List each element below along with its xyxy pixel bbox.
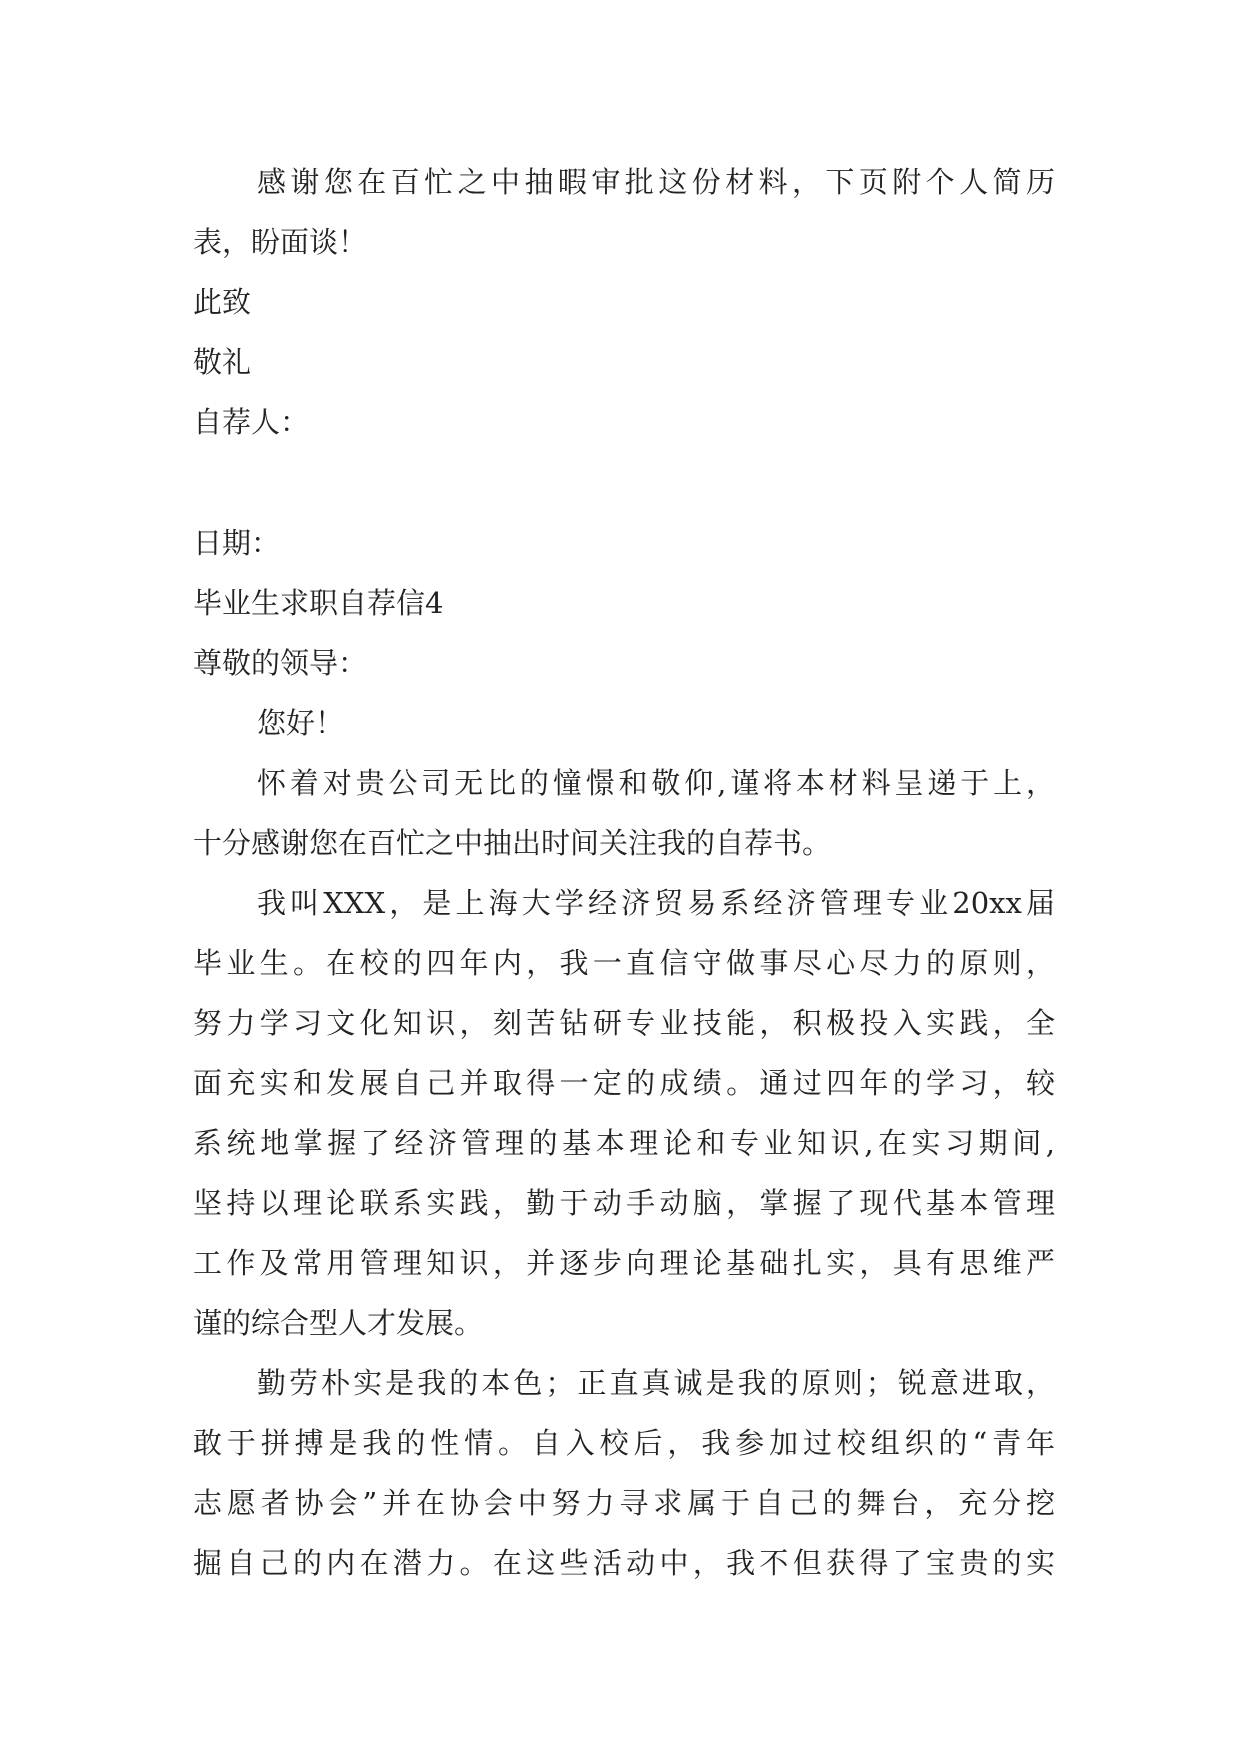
paragraph-line: 我叫XXX，是上海大学经济贸易系经济管理专业20xx届 [257, 886, 1055, 920]
letter-body [193, 152, 1055, 1593]
paragraph-line: 表，盼面谈！ [193, 225, 368, 259]
salutation: 尊敬的领导： [193, 646, 368, 680]
paragraph-line: 毕业生。在校的四年内，我一直信守做事尽心尽力的原则， [193, 946, 1055, 980]
paragraph-line: 系统地掌握了经济管理的基本理论和专业知识,在实习期间, [193, 1126, 1055, 1160]
blank-line [193, 452, 1055, 513]
paragraph-line: 坚持以理论联系实践，勤于动手动脑，掌握了现代基本管理 [193, 1186, 1055, 1220]
closing-line: 此致 [193, 285, 252, 319]
date-label: 日期： [193, 526, 281, 560]
paragraph-line: 敢于拼搏是我的性情。自入校后，我参加过校组织的“青年 [193, 1426, 1055, 1460]
section-title: 毕业生求职自荐信4 [193, 586, 444, 620]
paragraph-line: 勤劳朴实是我的本色；正直真诚是我的原则；锐意进取， [257, 1366, 1055, 1400]
paragraph-line: 谨的综合型人才发展。 [193, 1306, 484, 1340]
paragraph-line: 怀着对贵公司无比的憧憬和敬仰,谨将本材料呈递于上， [257, 766, 1055, 800]
signature-label: 自荐人： [193, 405, 310, 439]
closing-line: 敬礼 [193, 345, 252, 379]
paragraph-line: 工作及常用管理知识，并逐步向理论基础扎实，具有思维严 [193, 1246, 1055, 1280]
paragraph-line: 掘自己的内在潜力。在这些活动中，我不但获得了宝贵的实 [193, 1546, 1055, 1580]
paragraph-line: 面充实和发展自己并取得一定的成绩。通过四年的学习，较 [193, 1066, 1055, 1100]
paragraph-line: 努力学习文化知识，刻苦钻研专业技能，积极投入实践，全 [193, 1006, 1055, 1040]
greeting: 您好！ [257, 706, 345, 740]
paragraph-line: 十分感谢您在百忙之中抽出时间关注我的自荐书。 [193, 826, 832, 860]
paragraph-line: 感谢您在百忙之中抽暇审批这份材料，下页附个人简历 [257, 165, 1055, 199]
paragraph-line: 志愿者协会”并在协会中努力寻求属于自己的舞台，充分挖 [193, 1486, 1055, 1520]
